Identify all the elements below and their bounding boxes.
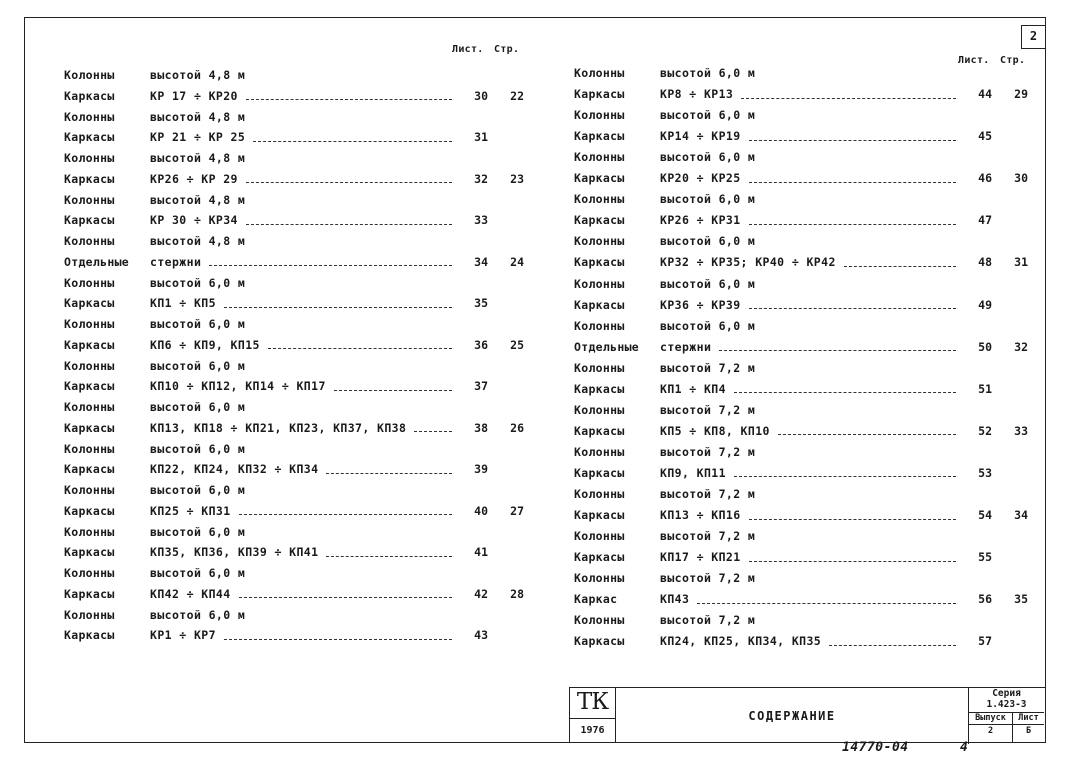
row-label: Колонны (64, 400, 115, 414)
row-text: КР8 ÷ КР13 (660, 87, 734, 102)
row-text: высотой 6,0 м (660, 234, 756, 249)
page-ref: 33 (1014, 423, 1028, 438)
row-label: Колонны (574, 571, 625, 586)
contents-row (64, 584, 524, 604)
contents-row (64, 418, 524, 438)
leader-line (719, 350, 956, 351)
page-ref: 26 (510, 420, 524, 435)
leader-line (239, 597, 452, 598)
row-label: Колонны (574, 234, 625, 249)
leader-line (246, 99, 452, 100)
row-label: Колонны (64, 234, 115, 248)
contents-row (574, 168, 1028, 188)
sheet-label: Лист (1013, 712, 1044, 725)
contents-row (574, 463, 1028, 483)
contents-row (574, 526, 1028, 546)
sheet-ref: 33 (474, 213, 488, 228)
contents-row (64, 563, 524, 583)
right-page-header: Стр. (1000, 55, 1026, 66)
row-label: Колонны (64, 68, 115, 82)
row-text: высотой 6,0 м (150, 358, 246, 373)
sheet-ref: 37 (474, 379, 488, 394)
contents-row (64, 65, 524, 85)
leader-line (224, 307, 452, 308)
row-text: КП9, КП11 (660, 465, 726, 480)
row-text: КП35, КП36, КП39 ÷ КП41 (150, 545, 319, 560)
sheet-number-box: 2 (1021, 25, 1046, 49)
contents-row (574, 84, 1028, 104)
contents-row (64, 252, 524, 272)
row-text: высотой 6,0 м (150, 483, 246, 497)
leader-line (749, 308, 956, 309)
row-label: Каркасы (64, 462, 115, 477)
row-text: высотой 6,0 м (660, 150, 756, 165)
row-label: Каркасы (64, 545, 115, 560)
contents-row (64, 605, 524, 625)
row-text: высотой 4,8 м (150, 192, 246, 207)
series-value: 1.423-3 (986, 699, 1027, 710)
contents-row (64, 459, 524, 479)
row-text: высотой 6,0 м (660, 66, 756, 80)
row-label: Каркасы (574, 465, 625, 480)
sheet-ref: 31 (474, 130, 488, 145)
leader-line (734, 476, 956, 477)
contents-row (574, 631, 1028, 651)
contents-row (574, 589, 1028, 609)
row-text: КП1 ÷ КП4 (660, 381, 726, 396)
row-text: высотой 7,2 м (660, 613, 756, 628)
row-label: Колонны (574, 402, 625, 417)
row-text: высотой 6,0 м (150, 607, 246, 622)
leader-line (268, 348, 452, 349)
row-label: Колонны (574, 613, 625, 628)
row-text: КП17 ÷ КП21 (660, 550, 741, 565)
row-text: КП6 ÷ КП9, КП15 (150, 337, 260, 352)
leader-line (697, 603, 956, 604)
row-text: высотой 6,0 м (660, 192, 756, 207)
page-ref: 31 (1014, 255, 1028, 270)
contents-row (574, 63, 1028, 83)
contents-row (574, 189, 1028, 209)
row-label: Колонны (64, 441, 115, 456)
sheet-ref: 46 (978, 171, 992, 186)
row-label: Каркасы (64, 130, 115, 145)
row-label: Отдельные (574, 339, 640, 354)
row-text: КР 17 ÷ КР20 (150, 88, 238, 103)
leader-line (844, 266, 956, 267)
contents-row (64, 210, 524, 230)
row-label: Колонны (64, 566, 115, 580)
series-cell (969, 688, 1044, 713)
row-label: Каркасы (574, 423, 625, 438)
leader-line (749, 519, 956, 520)
leader-line (414, 431, 452, 432)
leader-line (749, 182, 956, 183)
contents-row (64, 335, 524, 355)
row-text: высотой 4,8 м (150, 151, 246, 165)
page-number: 4 (960, 740, 969, 755)
page-ref: 29 (1014, 87, 1028, 102)
right-list-header: Лист. (958, 55, 990, 66)
sheet-ref: 43 (474, 628, 488, 643)
contents-row (64, 625, 524, 645)
sheet-ref: 52 (978, 423, 992, 438)
contents-row (574, 295, 1028, 315)
contents-row (64, 293, 524, 313)
row-label: Каркасы (64, 586, 115, 601)
leader-line (741, 98, 956, 99)
leader-line (778, 434, 956, 435)
row-label: Каркасы (64, 337, 115, 352)
page-ref: 22 (510, 88, 524, 103)
row-label: Каркасы (64, 88, 115, 103)
row-text: КП13 ÷ КП16 (660, 508, 741, 523)
sheet-ref: 32 (474, 171, 488, 186)
row-label: Каркасы (574, 508, 625, 523)
leader-line (749, 224, 956, 225)
row-label: Каркасы (64, 503, 115, 518)
leader-line (239, 514, 452, 515)
row-text: высотой 4,8 м (150, 234, 246, 248)
row-label: Колонны (574, 108, 625, 123)
leader-line (749, 561, 956, 562)
row-label: Каркасы (574, 381, 625, 396)
row-text: КР14 ÷ КР19 (660, 129, 741, 144)
row-text: высотой 4,8 м (150, 109, 246, 124)
row-text: высотой 7,2 м (660, 529, 756, 544)
contents-row (574, 547, 1028, 567)
sheet-ref: 45 (978, 129, 992, 144)
issue-cell (969, 712, 1013, 742)
row-text: КП10 ÷ КП12, КП14 ÷ КП17 (150, 379, 326, 394)
row-label: Каркасы (64, 628, 115, 643)
row-label: Колонны (64, 358, 115, 373)
leader-line (749, 140, 956, 141)
contents-row (64, 127, 524, 147)
series-label: Серия (992, 688, 1021, 699)
sheet-ref: 39 (474, 462, 488, 477)
row-label: Каркасы (64, 213, 115, 228)
page-ref: 27 (510, 503, 524, 518)
sheet-ref: 35 (474, 296, 488, 311)
row-text: КР26 ÷ КР31 (660, 213, 741, 228)
issue-value: 2 (987, 726, 994, 736)
contents-row (64, 397, 524, 417)
row-label: Колонны (574, 360, 625, 375)
contents-row (64, 190, 524, 210)
row-label: Каркасы (574, 550, 625, 565)
sheet-ref: 50 (978, 339, 992, 354)
contents-row (574, 316, 1028, 336)
sheet-ref: 48 (978, 255, 992, 270)
row-text: КР 21 ÷ КР 25 (150, 130, 246, 145)
row-text: высотой 7,2 м (660, 571, 756, 586)
contents-row (574, 442, 1028, 462)
contents-row (574, 358, 1028, 378)
sheet-cell (1013, 712, 1044, 742)
leader-line (209, 265, 452, 266)
page-ref: 35 (1014, 592, 1028, 607)
contents-row (64, 501, 524, 521)
contents-row (574, 147, 1028, 167)
contents-row (574, 274, 1028, 294)
contents-row (574, 568, 1028, 588)
row-text: КР32 ÷ КР35; КР40 ÷ КР42 (660, 255, 836, 270)
row-text: стержни (660, 339, 712, 354)
contents-row (574, 505, 1028, 525)
row-label: Колонны (574, 487, 625, 501)
row-label: Каркасы (574, 297, 625, 312)
row-text: КР20 ÷ КР25 (660, 171, 741, 186)
row-label: Колонны (64, 524, 115, 539)
page-ref: 32 (1014, 339, 1028, 354)
page-ref: 24 (510, 254, 524, 269)
sheet-ref: 51 (978, 381, 992, 396)
contents-row (574, 421, 1028, 441)
row-label: Колонны (574, 66, 625, 80)
row-text: высотой 4,8 м (150, 68, 246, 82)
row-label: Каркасы (574, 213, 625, 228)
row-label: Колонны (64, 192, 115, 207)
leader-line (246, 182, 452, 183)
contents-row (64, 231, 524, 251)
row-label: Колонны (64, 275, 115, 290)
document-title: СОДЕРЖАНИЕ (616, 688, 969, 744)
contents-row (574, 105, 1028, 125)
contents-row (64, 86, 524, 106)
row-text: высотой 6,0 м (150, 441, 246, 456)
page-ref: 28 (510, 586, 524, 601)
row-label: Колонны (574, 318, 625, 333)
row-text: КР 30 ÷ КР34 (150, 213, 238, 228)
sheet-ref: 44 (978, 87, 992, 102)
leader-line (253, 141, 452, 142)
sheet-ref: 57 (978, 634, 992, 649)
sheet-ref: 34 (474, 254, 488, 269)
left-page-header: Стр. (494, 44, 520, 55)
leader-line (224, 639, 452, 640)
row-label: Колонны (574, 192, 625, 207)
row-text: КП5 ÷ КП8, КП10 (660, 423, 770, 438)
row-text: КР36 ÷ КР39 (660, 297, 741, 312)
contents-row (574, 379, 1028, 399)
contents-row (64, 356, 524, 376)
contents-row (64, 273, 524, 293)
leader-line (734, 392, 956, 393)
row-text: высотой 6,0 м (660, 108, 756, 123)
row-text: КП25 ÷ КП31 (150, 503, 231, 518)
row-text: высотой 7,2 м (660, 444, 756, 459)
sheet-ref: 49 (978, 297, 992, 312)
sheet-ref: 55 (978, 550, 992, 565)
sheet-ref: 38 (474, 420, 488, 435)
row-label: Каркасы (574, 87, 625, 102)
row-label: Каркасы (64, 420, 115, 435)
sheet-ref: 42 (474, 586, 488, 601)
sheet-ref: 56 (978, 592, 992, 607)
row-text: высотой 7,2 м (660, 360, 756, 375)
contents-row (64, 314, 524, 334)
left-list-header: Лист. (452, 44, 484, 55)
issue-label: Выпуск (969, 712, 1012, 725)
page-ref: 30 (1014, 171, 1028, 186)
row-label: Колонны (574, 150, 625, 165)
row-text: КП43 (660, 592, 690, 607)
row-text: КП1 ÷ КП5 (150, 296, 216, 311)
row-label: Колонны (64, 151, 115, 165)
contents-row (574, 126, 1028, 146)
sheet-ref: 47 (978, 213, 992, 228)
row-text: КП13, КП18 ÷ КП21, КП23, КП37, КП38 (150, 420, 407, 435)
page-ref: 34 (1014, 508, 1028, 523)
row-text: КР26 ÷ КР 29 (150, 171, 238, 186)
page-ref: 25 (510, 337, 524, 352)
contents-row (64, 522, 524, 542)
leader-line (326, 556, 452, 557)
row-text: КП42 ÷ КП44 (150, 586, 231, 601)
contents-row (574, 252, 1028, 272)
row-label: Каркасы (64, 171, 115, 186)
contents-row (574, 337, 1028, 357)
row-label: Каркасы (574, 129, 625, 144)
sheet-ref: 30 (474, 88, 488, 103)
row-label: Каркасы (574, 171, 625, 186)
sheet-ref: 54 (978, 508, 992, 523)
contents-row (574, 210, 1028, 230)
contents-row (574, 400, 1028, 420)
sheet-value: Б (1025, 726, 1032, 736)
row-label: Колонны (574, 529, 625, 544)
row-text: высотой 7,2 м (660, 402, 756, 417)
page-ref: 23 (510, 171, 524, 186)
contents-row (64, 169, 524, 189)
row-text: КР1 ÷ КР7 (150, 628, 216, 643)
leader-line (829, 645, 956, 646)
row-label: Отдельные (64, 254, 130, 269)
contents-row (574, 484, 1028, 504)
row-label: Колонны (64, 109, 115, 124)
row-label: Колонны (64, 317, 115, 331)
leader-line (246, 224, 452, 225)
row-text: высотой 6,0 м (150, 524, 246, 539)
row-text: высотой 7,2 м (660, 487, 756, 501)
row-text: высотой 6,0 м (150, 317, 246, 331)
row-label: Каркасы (64, 296, 115, 311)
row-text: стержни (150, 254, 202, 269)
contents-row (574, 610, 1028, 630)
row-text: КП24, КП25, КП34, КП35 (660, 634, 822, 649)
sheet-ref: 36 (474, 337, 488, 352)
contents-row (64, 480, 524, 500)
row-label: Колонны (64, 483, 115, 497)
row-text: высотой 6,0 м (150, 275, 246, 290)
contents-row (64, 439, 524, 459)
leader-line (334, 390, 452, 391)
row-text: высотой 6,0 м (660, 318, 756, 333)
title-block (569, 687, 1045, 743)
contents-row (64, 376, 524, 396)
sheet-ref: 53 (978, 465, 992, 480)
row-label: Колонны (574, 444, 625, 459)
contents-row (574, 231, 1028, 251)
contents-row (64, 148, 524, 168)
archive-number: 14770-04 (842, 740, 909, 755)
sheet-ref: 41 (474, 545, 488, 560)
leader-line (326, 473, 452, 474)
row-label: Каркасы (574, 634, 625, 649)
row-text: КП22, КП24, КП32 ÷ КП34 (150, 462, 319, 477)
row-text: высотой 6,0 м (150, 400, 246, 414)
row-label: Колонны (574, 276, 625, 291)
tk-logo: ТК (570, 688, 616, 719)
contents-row (64, 542, 524, 562)
row-text: высотой 6,0 м (150, 566, 246, 580)
row-label: Каркас (574, 592, 618, 607)
contents-row (64, 107, 524, 127)
row-label: Каркасы (64, 379, 115, 394)
row-label: Каркасы (574, 255, 625, 270)
row-text: высотой 6,0 м (660, 276, 756, 291)
year: 1976 (570, 719, 616, 743)
row-label: Колонны (64, 607, 115, 622)
sheet-ref: 40 (474, 503, 488, 518)
